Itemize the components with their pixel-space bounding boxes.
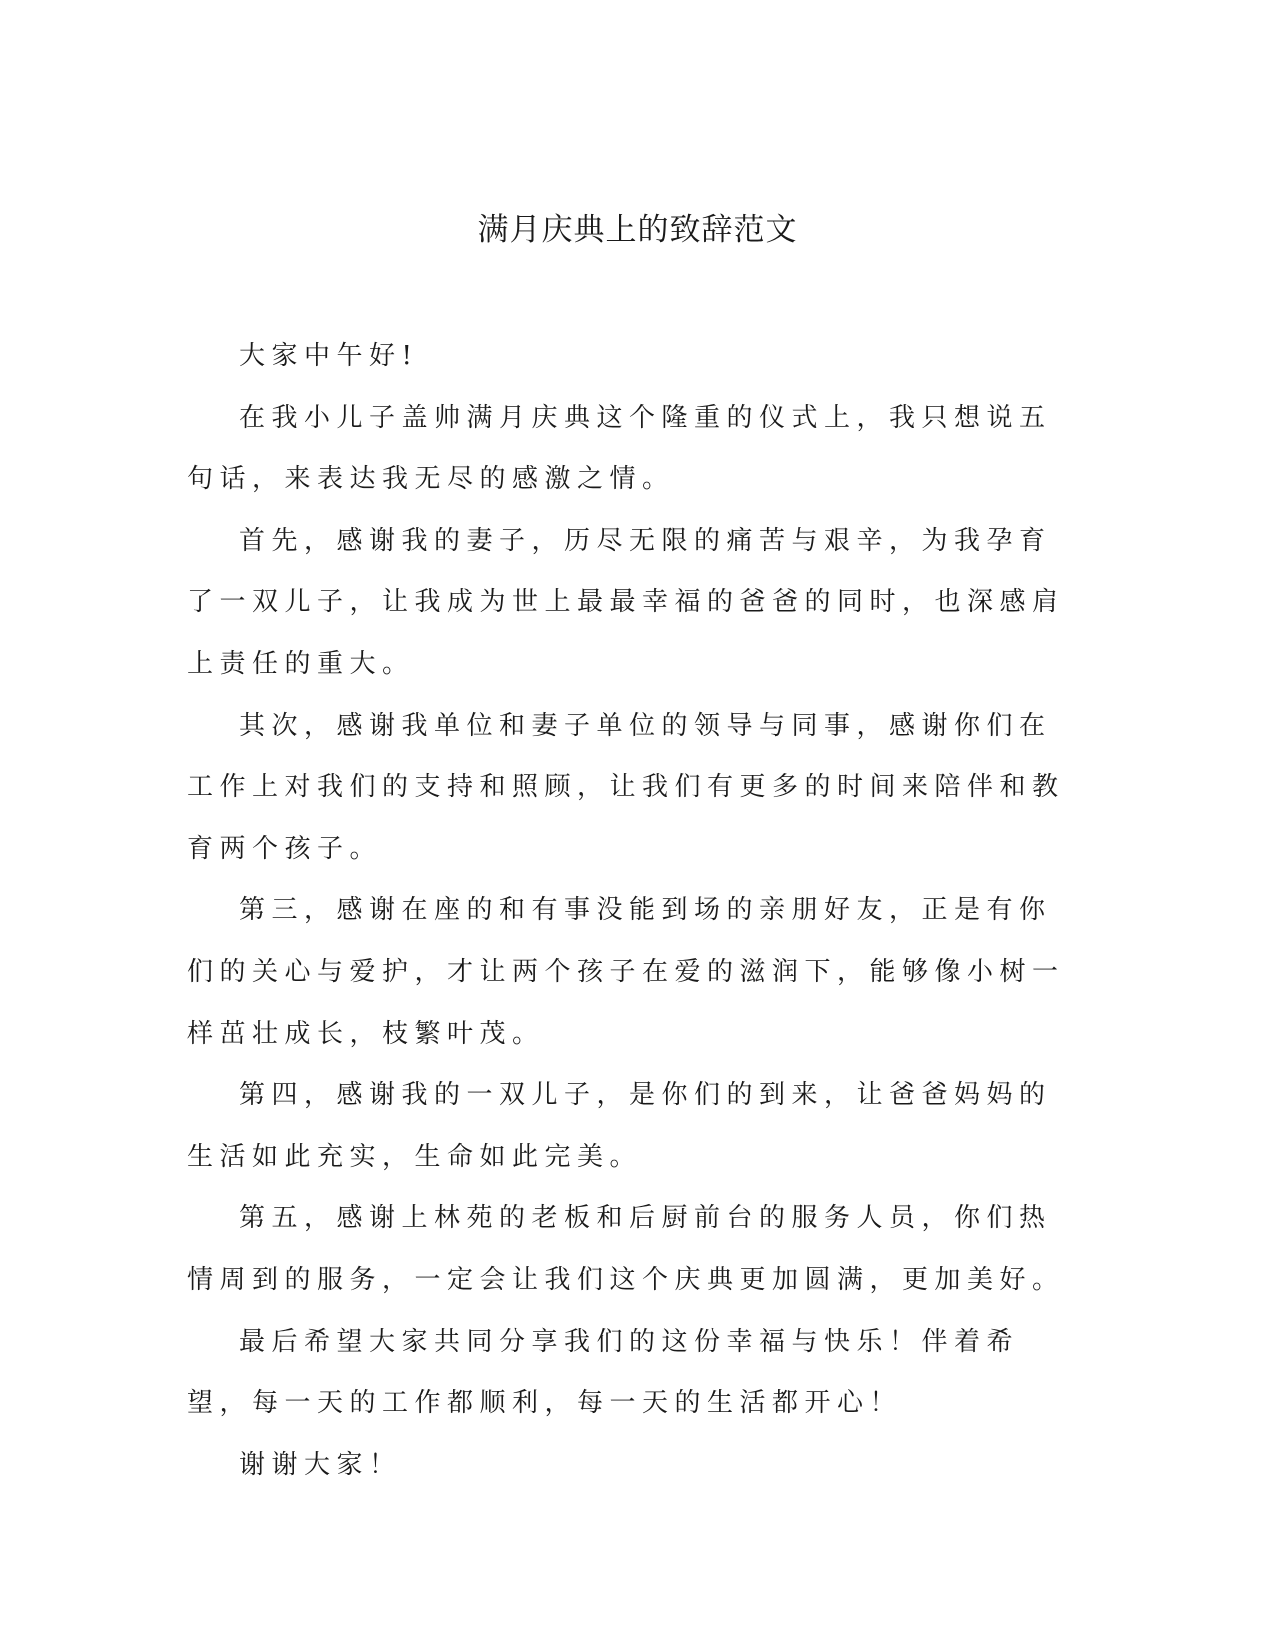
paragraph-fourth: 第四，感谢我的一双儿子，是你们的到来，让爸爸妈妈的生活如此充实，生命如此完美。	[187, 1080, 1052, 1172]
document-title: 满月庆典上的致辞范文	[477, 212, 798, 248]
paragraph-intro: 在我小儿子盖帅满月庆典这个隆重的仪式上，我只想说五句话，来表达我无尽的感激之情。	[187, 402, 1052, 495]
paragraph-closing: 最后希望大家共同分享我们的这份幸福与快乐！伴着希望，每一天的工作都顺利，每一天的生活都开心！	[187, 1326, 1020, 1419]
paragraph-third: 第三，感谢在座的和有事没能到场的亲朋好友，正是有你们的关心与爱护，才让两个孩子在爱的滋润下，能够像小树一样茁壮成长，枝繁叶茂。	[187, 895, 1065, 1049]
paragraph-second: 其次，感谢我单位和妻子单位的领导与同事，感谢你们在工作上对我们的支持和照顾，让我们有更多的时间来陪伴和教育两个孩子。	[187, 710, 1065, 864]
paragraph-first: 首先，感谢我的妻子，历尽无限的痛苦与艰辛，为我孕育了一双儿子，让我成为世上最最幸福的爸爸的同时，也深感肩上责任的重大。	[187, 525, 1065, 679]
paragraph-greeting: 大家中午好!	[239, 341, 419, 371]
document-body	[187, 326, 1072, 1496]
paragraph-thanks: 谢谢大家！	[239, 1449, 402, 1480]
paragraph-fifth: 第五，感谢上林苑的老板和后厨前台的服务人员，你们热情周到的服务，一定会让我们这个庆典更加圆满，更加美好。	[187, 1203, 1065, 1295]
